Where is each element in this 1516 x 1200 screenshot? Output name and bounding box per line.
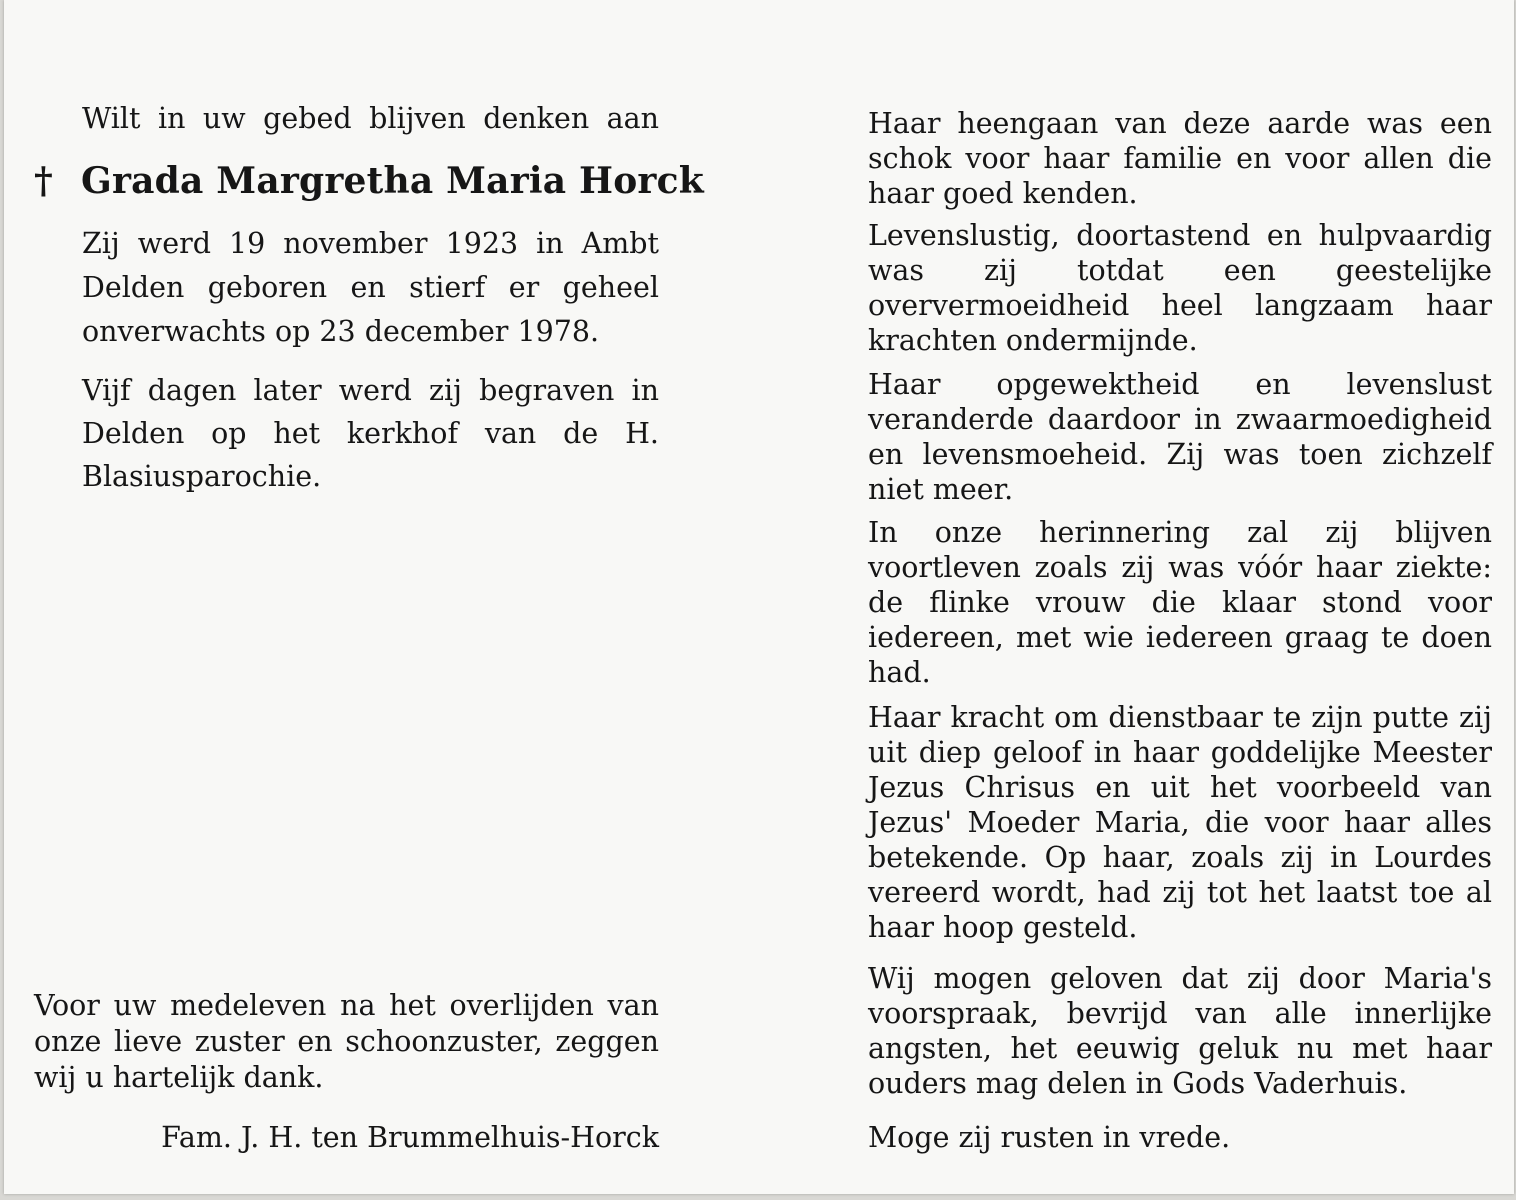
cross-icon: † [34,160,53,202]
paragraph-7: Moge zij rusten in vrede. [868,1121,1231,1154]
paragraph-2: Levenslustig, doortastend en hulpvaardig was zij totdat een geestelijke oververmoeidheid heel langzaam haar krachten ondermijnde. [868,219,1492,357]
birth-death-text: Zij werd 19 november 1923 in Ambt Delden geboren en stierf er geheel onverwachts op 23 december 1978. [82,227,659,348]
burial-text: Vijf dagen later werd zij begraven in Delden op het kerkhof van de H. Blasiusparochie. [82,374,659,493]
paragraph-1: Haar heengaan van deze aarde was een schok voor haar familie en voor allen die haar goed kenden. [868,107,1492,210]
thanks-text: Voor uw medeleven na het overlijden van onze lieve zuster en schoonzuster, zeggen wij u hartelijk dank. [34,989,659,1094]
paragraph-3: Haar opgewektheid en levenslust veranderde daardoor in zwaarmoedigheid en levensmoeheid. Zij was toen zichzelf niet meer. [868,368,1492,506]
deceased-name: Grada Margretha Maria Horck [81,160,704,202]
paragraph-6: Wij mogen geloven dat zij door Maria's voorspraak, bevrijd van alle innerlijke angsten, het eeuwig geluk nu met haar ouders mag delen in Gods Vaderhuis. [868,962,1492,1100]
memorial-card [4,0,1514,1194]
paragraph-4: In onze herinnering zal zij blijven voortleven zoals zij was vóór haar ziekte: de flinke vrouw die klaar stond voor iedereen, met wie iedereen graag te doen had. [868,516,1492,689]
paragraph-5: Haar kracht om dienstbaar te zijn putte zij uit diep geloof in haar goddelijke Meester Jezus Chrisus en uit het voorbeeld van Jezus' Moeder Maria, die voor haar alles betekende. Op haar, zoals zij in Lourdes vereerd wordt, had zij tot het laatst toe al haar hoop gesteld. [868,701,1492,944]
family-signature: Fam. J. H. ten Brummelhuis-Horck [161,1121,659,1154]
intro-line: Wilt in uw gebed blijven denken aan [82,102,659,135]
